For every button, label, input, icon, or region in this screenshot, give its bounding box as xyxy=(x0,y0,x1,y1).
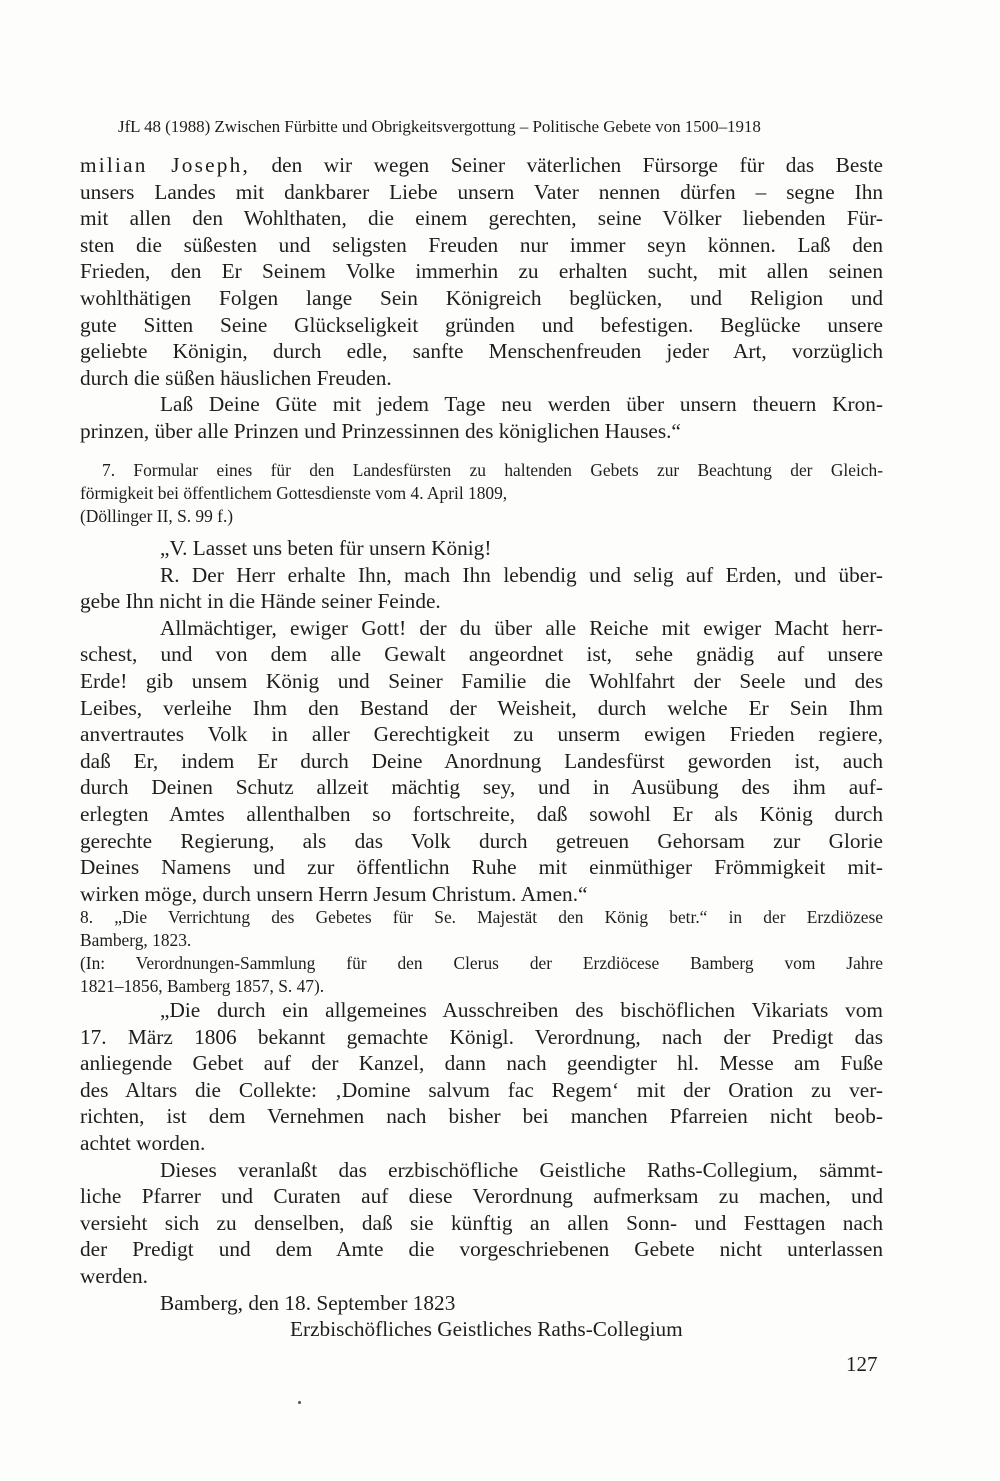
text-line xyxy=(80,152,883,179)
paper-speck xyxy=(298,1401,301,1404)
text-line: Leibes, verleihe Ihm den Bestand der Weisheit, durch welche Er Sein Ihm xyxy=(80,695,883,720)
running-header: JfL 48 (1988) Zwischen Fürbitte und Obrigkeitsvergottung – Politische Gebete von 1500–1918 xyxy=(118,117,761,136)
text-line: des Altars die Collekte: ‚Domine salvum fac Regem‘ mit der Oration zu ver- xyxy=(80,1077,883,1102)
text-line: gerechte Regierung, als das Volk durch getreuen Gehorsam zur Glorie xyxy=(80,828,883,853)
heading-line: Bamberg, 1823. xyxy=(80,930,192,950)
text-line: gute Sitten Seine Glückseligkeit gründen und befestigen. Beglücke unsere xyxy=(80,312,883,337)
text-line: versieht sich zu denselben, daß sie künftig an allen Sonn- und Festtagen nach xyxy=(80,1210,883,1235)
text-line: achtet worden. xyxy=(80,1130,206,1155)
versicle: „V. Lasset uns beten für unsern König! xyxy=(160,536,492,560)
text-line: mit allen den Wohlthaten, die einem gerechten, seine Völker liebenden Für- xyxy=(80,206,883,231)
page-number: 127 xyxy=(846,1352,878,1376)
text-line: Dieses veranlaßt das erzbischöfliche Geistliche Raths-Collegium, sämmt- xyxy=(160,1157,883,1182)
text-line: erlegten Amtes allenthalben so fortschreite, daß sowohl Er als König durch xyxy=(80,801,883,826)
heading-line: (Döllinger II, S. 99 f.) xyxy=(80,506,234,526)
section-8-body xyxy=(80,997,883,1343)
text-line: schest, und von dem alle Gewalt angeordnet ist, sehe gnädig auf unsere xyxy=(80,642,883,667)
heading-line: 8. „Die Verrichtung des Gebetes für Se. Majestät den König betr.“ in der Erzdiözese xyxy=(80,907,883,927)
text-span: den wir wegen Seiner väterlichen Fürsorge für das Beste xyxy=(250,153,884,177)
text-line: sten die süßesten und seligsten Freuden nur immer seyn können. Laß den xyxy=(80,232,883,257)
text-line: durch die süßen häuslichen Freuden. xyxy=(80,365,392,390)
text-line: Erde! gib unsem König und Seiner Familie die Wohlfahrt der Seele und des xyxy=(80,668,883,693)
text-line: anliegende Gebet auf der Kanzel, dann nach geendigter hl. Messe am Fuße xyxy=(80,1051,883,1076)
text-line: geliebte Königin, durch edle, sanfte Menschenfreuden jeder Art, vorzüglich xyxy=(80,339,883,364)
text-line: richten, ist dem Vernehmen nach bisher bei manchen Pfarreien nicht beob- xyxy=(80,1104,883,1129)
heading-line: (In: Verordnungen-Sammlung für den Clerus der Erzdiöcese Bamberg vom Jahre xyxy=(80,953,883,973)
text-line: prinzen, über alle Prinzen und Prinzessinnen des königlichen Hauses.“ xyxy=(80,418,681,443)
text-line: wohlthätigen Folgen lange Sein Königreich beglücken, und Religion und xyxy=(80,285,883,310)
text-line: Deines Namens und zur öffentlichn Ruhe mit einmüthiger Frömmigkeit mit- xyxy=(80,855,883,880)
response-line: gebe Ihn nicht in die Hände seiner Feinde. xyxy=(80,589,441,614)
section-7-prayer xyxy=(80,535,883,907)
text-line: Laß Deine Güte mit jedem Tage neu werden über unsern theuern Kron- xyxy=(160,392,883,417)
prayer-continuation xyxy=(80,152,883,445)
text-line: wirken möge, durch unsern Herrn Jesum Christum. Amen.“ xyxy=(80,881,588,906)
text-line: werden. xyxy=(80,1263,148,1288)
heading-line: 7. Formular eines für den Landesfürsten zu haltenden Gebets zur Beachtung der Gleich- xyxy=(102,460,883,480)
signature-line: Erzbischöfliches Geistliches Raths-Collegium xyxy=(290,1317,683,1342)
section-7-heading xyxy=(80,459,883,528)
name-spaced: milian Joseph, xyxy=(80,153,251,177)
section-8-heading xyxy=(80,906,883,998)
heading-line: förmigkeit bei öffentlichem Gottesdienste vom 4. April 1809, xyxy=(80,483,508,503)
text-line: durch Deinen Schutz allzeit mächtig sey, und in Ausübung des ihm auf- xyxy=(80,775,883,800)
text-line: 17. März 1806 bekannt gemachte Königl. Verordnung, nach der Predigt das xyxy=(80,1024,883,1049)
text-line: Frieden, den Er Seinem Volke immerhin zu erhalten sucht, mit allen seinen xyxy=(80,259,883,284)
text-line: liche Pfarrer und Curaten auf diese Verordnung aufmerksam zu machen, und xyxy=(80,1184,883,1209)
date-line: Bamberg, den 18. September 1823 xyxy=(160,1290,456,1315)
text-line: anvertrautes Volk in aller Gerechtigkeit zu unserm ewigen Frieden regiere, xyxy=(80,722,883,747)
text-line: der Predigt und dem Amte die vorgeschriebenen Gebete nicht unterlassen xyxy=(80,1237,883,1262)
text-line: unsers Landes mit dankbarer Liebe unsern Vater nennen dürfen – segne Ihn xyxy=(80,179,883,204)
heading-line: 1821–1856, Bamberg 1857, S. 47). xyxy=(80,976,325,996)
text-line: „Die durch ein allgemeines Ausschreiben des bischöflichen Vikariats vom xyxy=(160,998,883,1022)
response-line: R. Der Herr erhalte Ihn, mach Ihn lebendig und selig auf Erden, und über- xyxy=(160,562,883,587)
text-line: daß Er, indem Er durch Deine Anordnung Landesfürst geworden ist, auch xyxy=(80,748,883,773)
text-line: Allmächtiger, ewiger Gott! der du über alle Reiche mit ewiger Macht herr- xyxy=(160,615,883,640)
